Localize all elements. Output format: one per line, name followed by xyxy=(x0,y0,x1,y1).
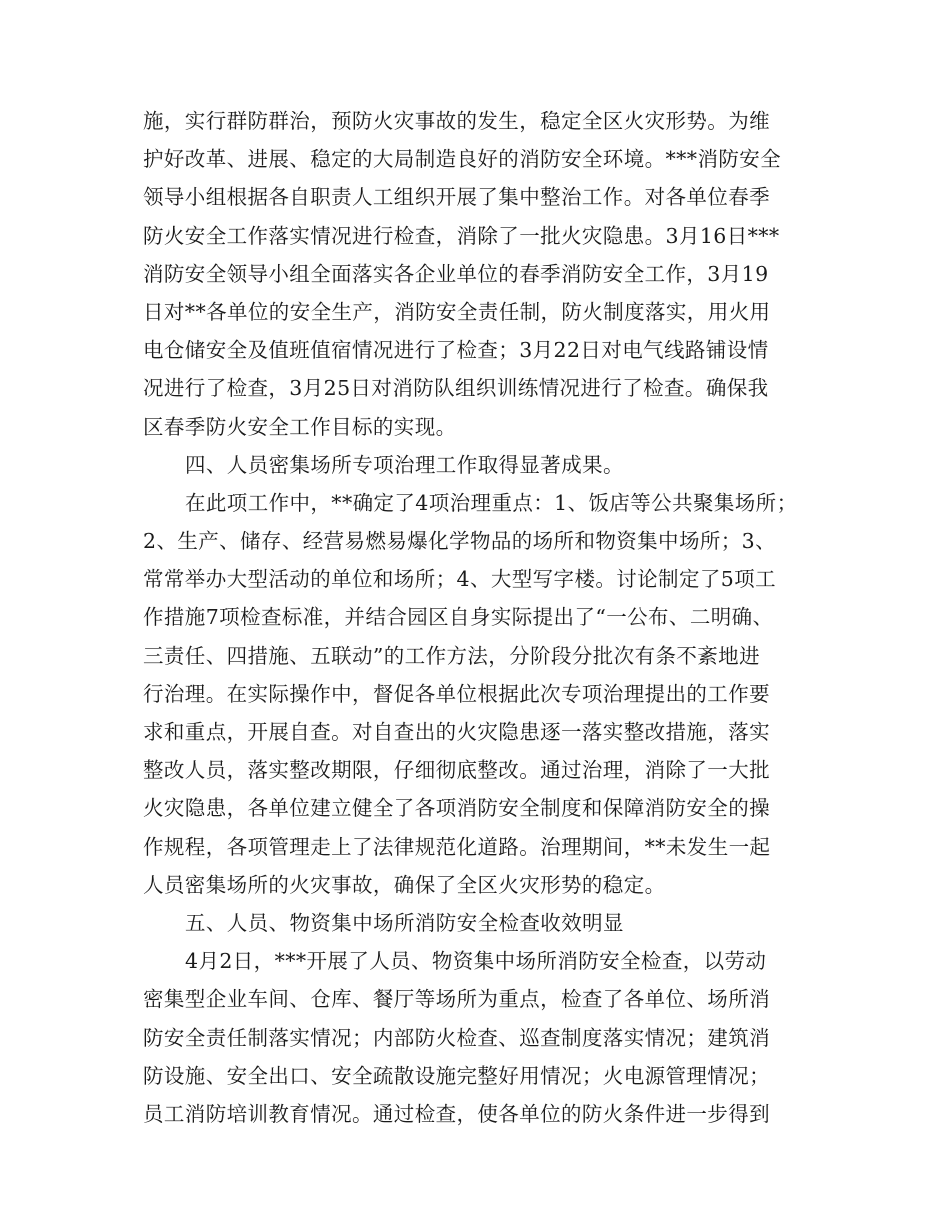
document-line: 作规程，各项管理走上了法律规范化道路。治理期间，**未发生一起 xyxy=(143,834,771,859)
document-line: 2、生产、储存、经营易燃易爆化学物品的场所和物资集中场所；3、 xyxy=(143,529,776,554)
document-line: 三责任、四措施、五联动”的工作方法，分阶段分批次有条不紊地进 xyxy=(143,643,760,668)
document-line: 防火安全工作落实情况进行检查，消除了一批火灾隐患。3月16日*** xyxy=(143,223,780,248)
document-line: 况进行了检查，3月25日对消防队组织训练情况进行了检查。确保我 xyxy=(143,376,769,401)
document-line: 日对**各单位的安全生产，消防安全责任制，防火制度落实，用火用 xyxy=(143,299,771,324)
document-line: 防设施、安全出口、安全疏散设施完整好用情况；火电源管理情况； xyxy=(143,1063,770,1088)
document-line: 4月2日，***开展了人员、物资集中场所消防安全检查，以劳动 xyxy=(185,949,767,974)
document-line: 电仓储安全及值班值宿情况进行了检查；3月22日对电气线路铺设情 xyxy=(143,338,769,363)
document-line: 施，实行群防群治，预防火灾事故的发生，稳定全区火灾形势。为维 xyxy=(143,109,770,133)
document-line: 员工消防培训教育情况。通过检查，使各单位的防火条件进一步得到 xyxy=(143,1101,770,1126)
document-line: 防安全责任制落实情况；内部防火检查、巡查制度落实情况；建筑消 xyxy=(143,1025,770,1050)
document-line: 护好改革、进展、稳定的大局制造良好的消防安全环境。***消防安全 xyxy=(143,147,782,172)
document-line: 人员密集场所的火灾事故，确保了全区火灾形势的稳定。 xyxy=(143,872,666,897)
document-body xyxy=(143,102,823,1133)
document-line: 行治理。在实际操作中，督促各单位根据此次专项治理提出的工作要 xyxy=(143,681,770,706)
document-line: 区春季防火安全工作目标的实现。 xyxy=(143,414,457,439)
document-line: 消防安全领导小组全面落实各企业单位的春季消防安全工作，3月19 xyxy=(143,261,769,286)
document-line: 五、人员、物资集中场所消防安全检查收效明显 xyxy=(185,910,624,935)
document-line: 领导小组根据各自职责人工组织开展了集中整治工作。对各单位春季 xyxy=(143,185,770,210)
document-line: 求和重点，开展自查。对自查出的火灾隐患逐一落实整改措施，落实 xyxy=(143,720,770,744)
document-line: 常常举办大型活动的单位和场所；4、大型写字楼。讨论制定了5项工 xyxy=(143,567,776,592)
document-line: 火灾隐患，各单位建立健全了各项消防安全制度和保障消防安全的操 xyxy=(143,796,770,821)
document-line: 四、人员密集场所专项治理工作取得显著成果。 xyxy=(185,452,624,477)
document-line: 密集型企业车间、仓库、餐厅等场所为重点，检查了各单位、场所消 xyxy=(143,987,770,1012)
document-line: 作措施7项检查标准，并结合园区自身实际提出了“一公布、二明确、 xyxy=(143,605,774,630)
document-line: 在此项工作中，**确定了4项治理重点：1、饭店等公共聚集场所； xyxy=(185,490,798,515)
document-line: 整改人员，落实整改期限，仔细彻底整改。通过治理，消除了一大批 xyxy=(143,758,770,783)
